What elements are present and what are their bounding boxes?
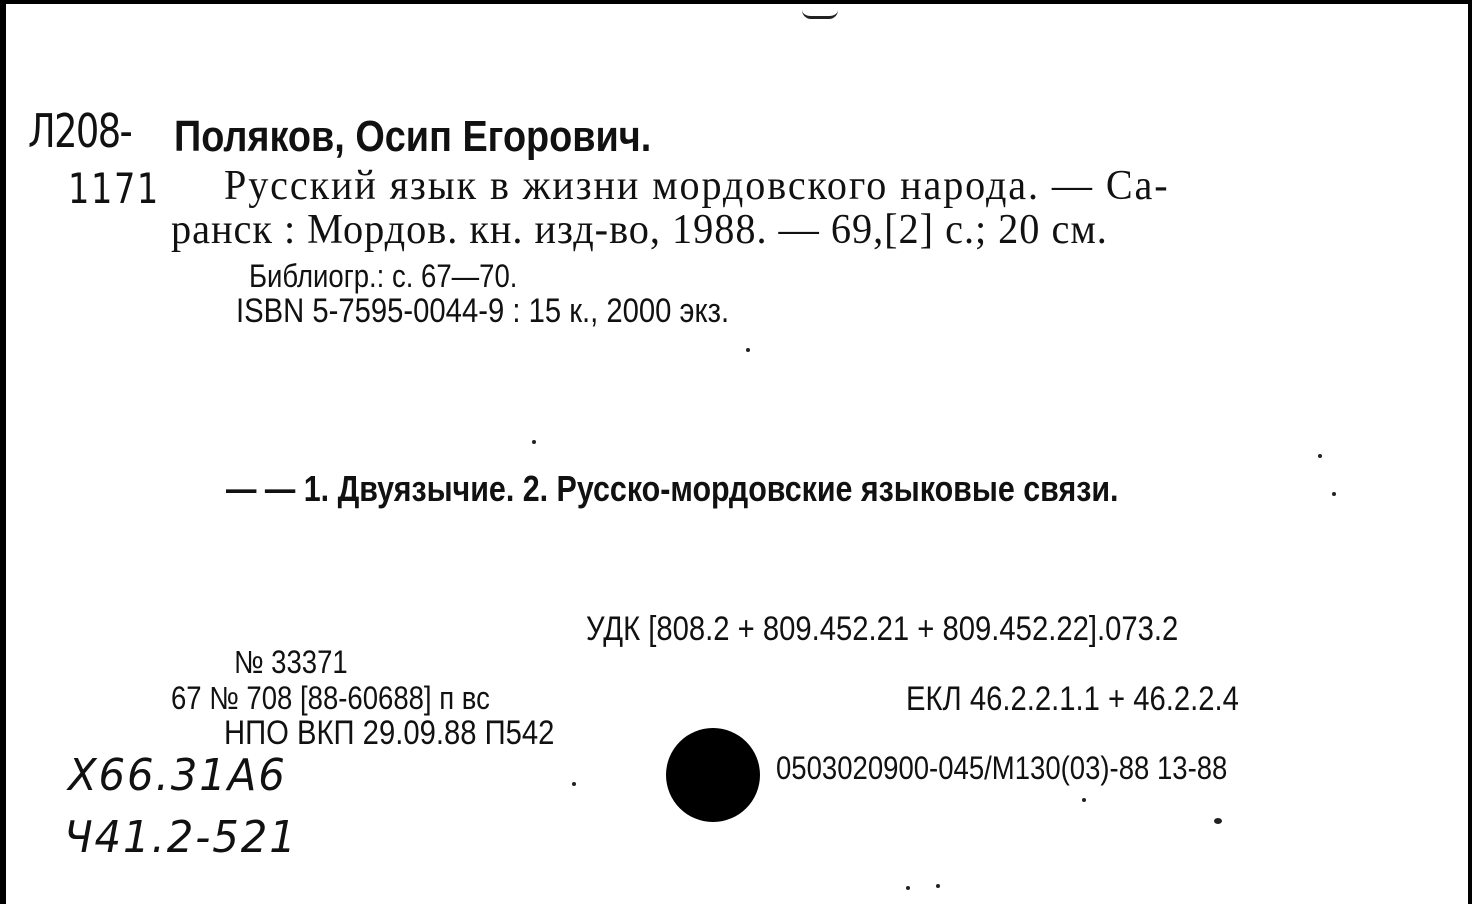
scan-speck xyxy=(936,884,940,888)
scan-speck xyxy=(532,440,536,444)
title-line-1: Русский язык в жизни мордовского народа. — Са- xyxy=(224,163,1170,209)
isbn-line: ISBN 5-7595-0044-9 : 15 к., 2000 экз. xyxy=(236,292,730,330)
npo-line: НПО ВКП 29.09.88 П542 xyxy=(224,714,555,752)
handwritten-call-number: Л208- xyxy=(28,104,132,158)
bibliography-note: Библиогр.: с. 67—70. xyxy=(249,258,518,294)
card-top-notch xyxy=(802,10,838,19)
scan-speck xyxy=(746,348,750,352)
scan-speck xyxy=(572,782,576,786)
card-number: № 33371 xyxy=(234,644,348,680)
stamp-circle xyxy=(666,728,760,822)
handwritten-call-number-sub: 1171 xyxy=(68,164,160,213)
author-heading: Поляков, Осип Егорович. xyxy=(174,112,652,161)
subject-headings: — — 1. Двуязычие. 2. Русско-мордовские языковые связи. xyxy=(226,468,1119,509)
udk-code: УДК [808.2 + 809.452.21 + 809.452.22].073.2 xyxy=(586,610,1179,648)
title-line-2: ранск : Мордов. кн. изд-во, 1988. — 69,[2] с.; 20 см. xyxy=(171,207,1108,253)
scan-speck xyxy=(1318,454,1322,458)
publisher-code: 0503020900-045/М130(03)-88 13-88 xyxy=(776,750,1228,786)
scan-speck xyxy=(1332,492,1336,496)
ekl-code: ЕКЛ 46.2.2.1.1 + 46.2.2.4 xyxy=(906,680,1239,718)
handwritten-shelf-code-2: Ч41.2-521 xyxy=(64,812,298,863)
handwritten-shelf-code-1: Х66.31А6 xyxy=(68,750,287,801)
scan-speck xyxy=(1214,818,1222,824)
order-number: 67 № 708 [88-60688] п вс xyxy=(171,680,490,716)
scan-speck xyxy=(1082,798,1086,802)
scan-speck xyxy=(906,886,910,890)
